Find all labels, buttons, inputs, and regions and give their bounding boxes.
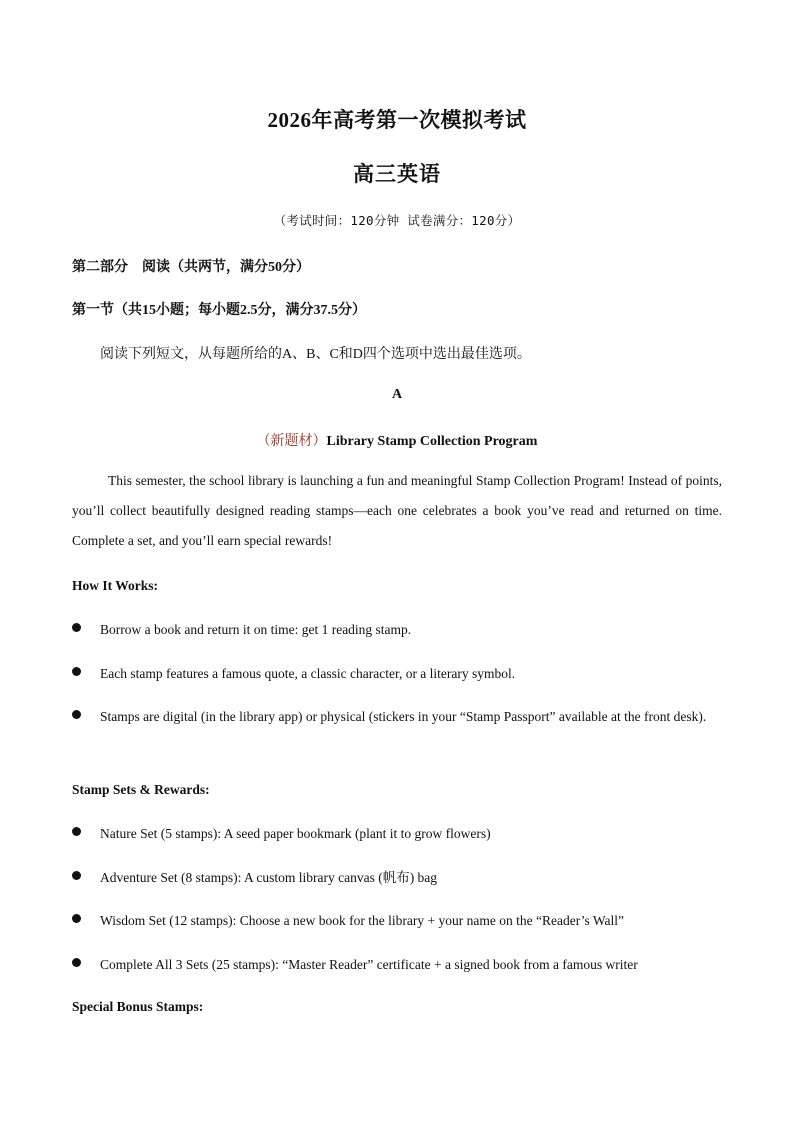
bullet-icon	[72, 667, 81, 676]
passage-name: Library Stamp Collection Program	[326, 434, 538, 449]
passage-letter: A	[391, 387, 403, 402]
bullet-icon	[72, 914, 81, 923]
part-heading: 第二部分 阅读（共两节，满分50分）	[72, 260, 310, 275]
list-item-text: Stamps are digital (in the library app) or physical (stickers in your “Stamp Passport” available at the front desk).	[100, 709, 707, 724]
bonus-stamps-heading: Special Bonus Stamps:	[72, 999, 204, 1014]
exam-title: 2026年高考第一次模拟考试	[267, 108, 527, 132]
list-item-text: Adventure Set (8 stamps): A custom library canvas (帆布) bag	[100, 870, 438, 885]
bullet-icon	[72, 827, 81, 836]
bullet-icon	[72, 958, 81, 967]
list-item-text: Complete All 3 Sets (25 stamps): “Master Reader” certificate + a signed book from a famous writer	[100, 957, 638, 972]
list-item-text: Each stamp features a famous quote, a classic character, or a literary symbol.	[100, 666, 516, 681]
list-item-text: Nature Set (5 stamps): A seed paper bookmark (plant it to grow flowers)	[100, 826, 491, 841]
list-item-text: Borrow a book and return it on time: get 1 reading stamp.	[100, 622, 412, 637]
bullet-icon	[72, 710, 81, 719]
passage-title	[0, 430, 794, 450]
passage-tag: （新题材）	[256, 434, 327, 449]
exam-info: （考试时间：120分钟 试卷满分：120分）	[273, 213, 521, 228]
how-it-works-heading: How It Works:	[72, 578, 159, 593]
reading-instruction: 阅读下列短文，从每题所给的A、B、C和D四个选项中选出最佳选项。	[100, 347, 531, 362]
stamp-sets-heading: Stamp Sets & Rewards:	[72, 782, 210, 797]
bullet-icon	[72, 623, 81, 632]
list-item-text: Wisdom Set (12 stamps): Choose a new book for the library + your name on the “Reader’s Wall”	[100, 913, 624, 928]
passage-intro: This semester, the school library is launching a fun and meaningful Stamp Collection Program! Instead of points, you’ll collect beautifully designed reading stamps—each one celebrates a book you’ve read and returned on time. Complete a set, and you’ll earn special rewards!	[72, 473, 722, 548]
bullet-icon	[72, 871, 81, 880]
subject-title: 高三英语	[353, 162, 441, 186]
section-heading: 第一节（共15小题；每小题2.5分，满分37.5分）	[72, 303, 366, 318]
